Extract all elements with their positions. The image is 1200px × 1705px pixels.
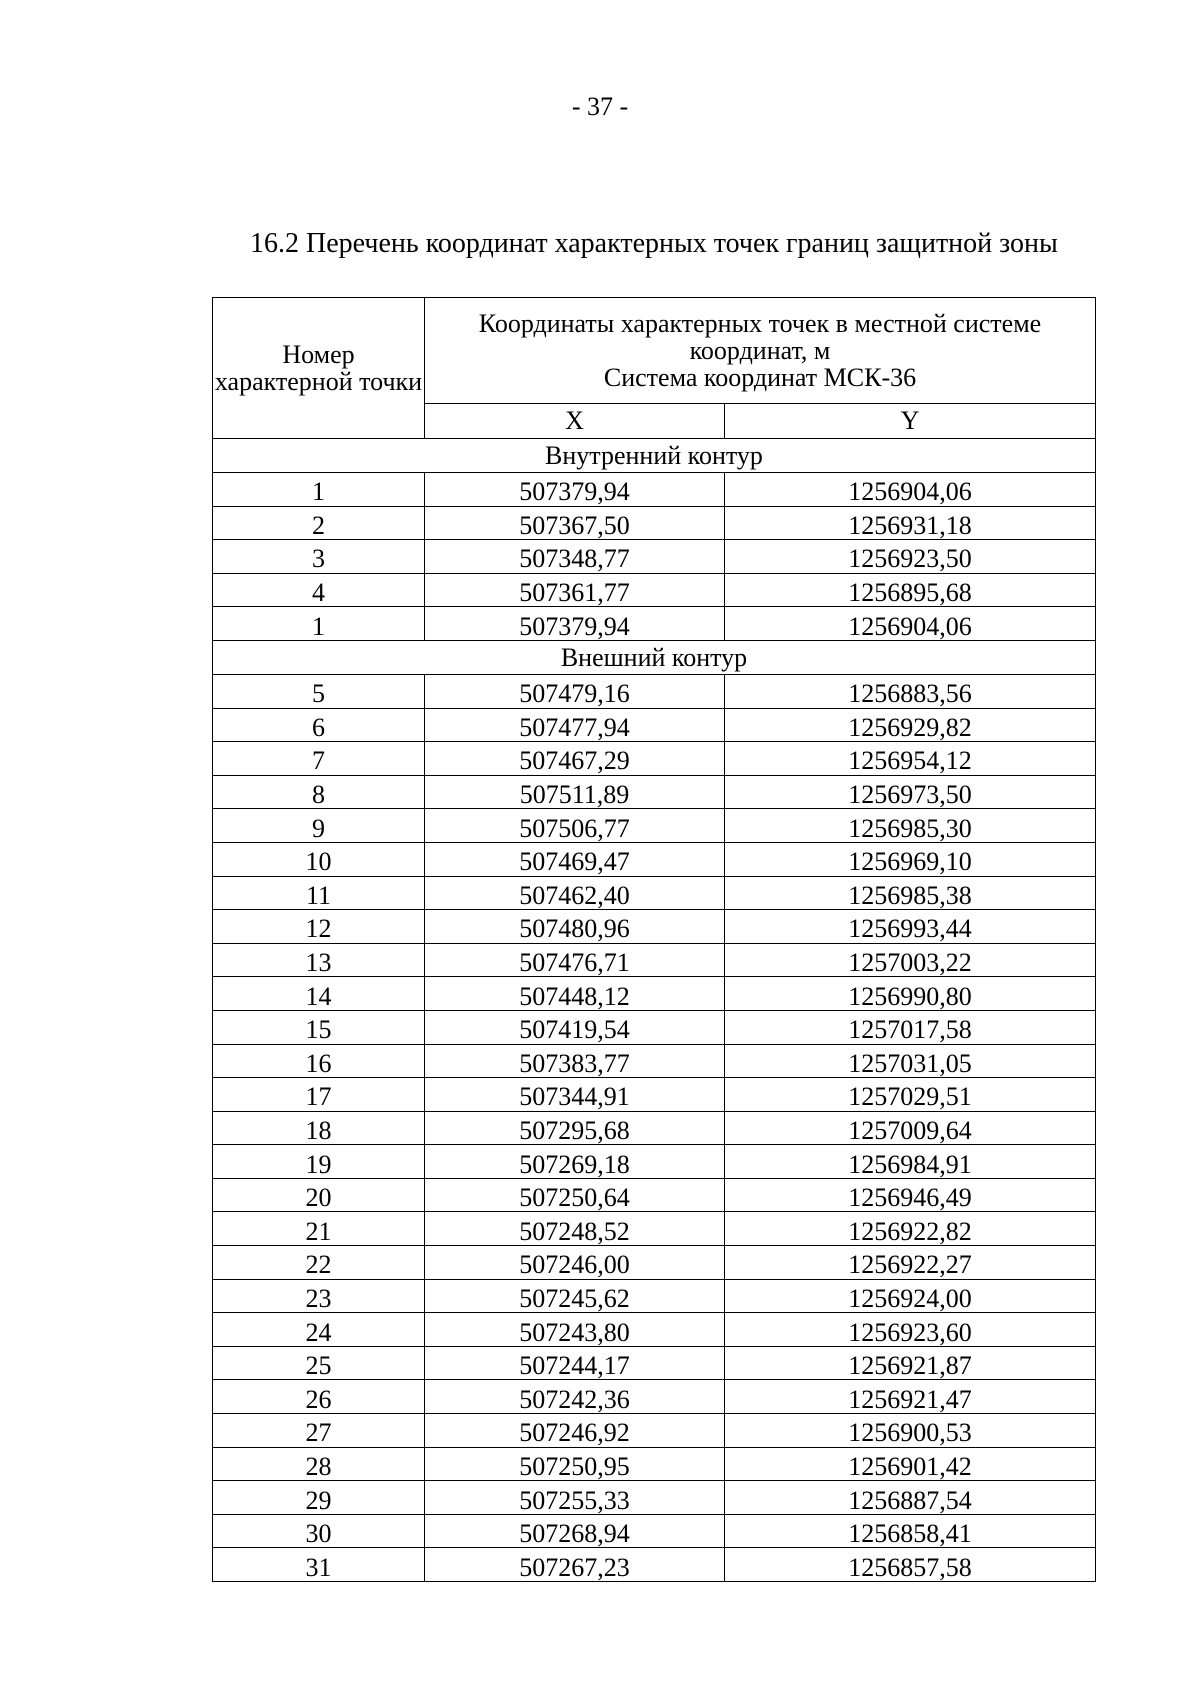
table-row bbox=[213, 1212, 1096, 1246]
table-row bbox=[213, 1346, 1096, 1380]
cell-x: 507348,77 bbox=[425, 540, 725, 574]
table-row bbox=[213, 674, 1096, 708]
cell-x: 507295,68 bbox=[425, 1111, 725, 1145]
cell-x: 507367,50 bbox=[425, 506, 725, 540]
table-row bbox=[213, 1447, 1096, 1481]
cell-y: 1256923,50 bbox=[725, 540, 1096, 574]
cell-x: 507246,92 bbox=[425, 1414, 725, 1448]
group-title: Внутренний контур bbox=[213, 439, 1096, 473]
cell-y: 1256904,06 bbox=[725, 473, 1096, 507]
cell-y: 1256887,54 bbox=[725, 1481, 1096, 1515]
cell-point-number: 8 bbox=[213, 775, 425, 809]
table-row bbox=[213, 1481, 1096, 1515]
cell-y: 1256993,44 bbox=[725, 910, 1096, 944]
table-row bbox=[213, 473, 1096, 507]
cell-point-number: 27 bbox=[213, 1414, 425, 1448]
cell-x: 507462,40 bbox=[425, 876, 725, 910]
cell-point-number: 30 bbox=[213, 1514, 425, 1548]
cell-y: 1256985,38 bbox=[725, 876, 1096, 910]
cell-x: 507419,54 bbox=[425, 1010, 725, 1044]
cell-x: 507244,17 bbox=[425, 1346, 725, 1380]
cell-point-number: 2 bbox=[213, 506, 425, 540]
cell-point-number: 9 bbox=[213, 809, 425, 843]
table-row bbox=[213, 1111, 1096, 1145]
group-header-row bbox=[213, 439, 1096, 473]
coordinates-table bbox=[212, 297, 1096, 1582]
group-header-row bbox=[213, 640, 1096, 674]
cell-y: 1256929,82 bbox=[725, 708, 1096, 742]
table-row bbox=[213, 1145, 1096, 1179]
cell-y: 1256921,87 bbox=[725, 1346, 1096, 1380]
cell-x: 507361,77 bbox=[425, 573, 725, 607]
cell-point-number: 1 bbox=[213, 473, 425, 507]
header-x: X bbox=[425, 404, 725, 439]
table-row bbox=[213, 1010, 1096, 1044]
cell-point-number: 4 bbox=[213, 573, 425, 607]
cell-point-number: 3 bbox=[213, 540, 425, 574]
table-row bbox=[213, 540, 1096, 574]
cell-point-number: 26 bbox=[213, 1380, 425, 1414]
table-row bbox=[213, 573, 1096, 607]
table-row bbox=[213, 876, 1096, 910]
cell-point-number: 22 bbox=[213, 1246, 425, 1280]
cell-point-number: 19 bbox=[213, 1145, 425, 1179]
cell-x: 507467,29 bbox=[425, 742, 725, 776]
cell-x: 507269,18 bbox=[425, 1145, 725, 1179]
header-coordinates bbox=[425, 298, 1096, 404]
cell-point-number: 14 bbox=[213, 977, 425, 1011]
cell-y: 1256858,41 bbox=[725, 1514, 1096, 1548]
cell-x: 507480,96 bbox=[425, 910, 725, 944]
cell-y: 1256969,10 bbox=[725, 842, 1096, 876]
table-row bbox=[213, 1279, 1096, 1313]
cell-x: 507383,77 bbox=[425, 1044, 725, 1078]
cell-point-number: 25 bbox=[213, 1346, 425, 1380]
table-row bbox=[213, 1246, 1096, 1280]
table-body bbox=[213, 439, 1096, 1582]
cell-x: 507250,64 bbox=[425, 1178, 725, 1212]
header-coordinates-line2: координат, м bbox=[689, 335, 831, 365]
cell-x: 507511,89 bbox=[425, 775, 725, 809]
cell-y: 1256900,53 bbox=[725, 1414, 1096, 1448]
cell-y: 1256954,12 bbox=[725, 742, 1096, 776]
cell-y: 1256985,30 bbox=[725, 809, 1096, 843]
cell-point-number: 31 bbox=[213, 1548, 425, 1582]
cell-point-number: 11 bbox=[213, 876, 425, 910]
cell-x: 507344,91 bbox=[425, 1078, 725, 1112]
table-row bbox=[213, 943, 1096, 977]
cell-y: 1257009,64 bbox=[725, 1111, 1096, 1145]
cell-x: 507448,12 bbox=[425, 977, 725, 1011]
cell-y: 1256931,18 bbox=[725, 506, 1096, 540]
cell-y: 1256973,50 bbox=[725, 775, 1096, 809]
cell-y: 1256921,47 bbox=[725, 1380, 1096, 1414]
cell-x: 507245,62 bbox=[425, 1279, 725, 1313]
cell-point-number: 29 bbox=[213, 1481, 425, 1515]
cell-y: 1256883,56 bbox=[725, 674, 1096, 708]
cell-point-number: 16 bbox=[213, 1044, 425, 1078]
cell-y: 1256946,49 bbox=[725, 1178, 1096, 1212]
cell-x: 507250,95 bbox=[425, 1447, 725, 1481]
cell-y: 1256857,58 bbox=[725, 1548, 1096, 1582]
cell-point-number: 28 bbox=[213, 1447, 425, 1481]
table-row bbox=[213, 842, 1096, 876]
table-row bbox=[213, 742, 1096, 776]
cell-y: 1256904,06 bbox=[725, 607, 1096, 641]
cell-point-number: 10 bbox=[213, 842, 425, 876]
cell-point-number: 15 bbox=[213, 1010, 425, 1044]
cell-y: 1256901,42 bbox=[725, 1447, 1096, 1481]
cell-point-number: 17 bbox=[213, 1078, 425, 1112]
cell-y: 1256990,80 bbox=[725, 977, 1096, 1011]
table-row bbox=[213, 1078, 1096, 1112]
header-coordinates-line1: Координаты характерных точек в местной системе bbox=[478, 308, 1042, 338]
cell-x: 507243,80 bbox=[425, 1313, 725, 1347]
cell-x: 507255,33 bbox=[425, 1481, 725, 1515]
cell-x: 507469,47 bbox=[425, 842, 725, 876]
cell-y: 1256924,00 bbox=[725, 1279, 1096, 1313]
cell-point-number: 5 bbox=[213, 674, 425, 708]
cell-point-number: 18 bbox=[213, 1111, 425, 1145]
cell-x: 507248,52 bbox=[425, 1212, 725, 1246]
header-coordinates-line3: Система координат МСК-36 bbox=[603, 363, 917, 393]
cell-y: 1256923,60 bbox=[725, 1313, 1096, 1347]
cell-point-number: 6 bbox=[213, 708, 425, 742]
cell-y: 1257029,51 bbox=[725, 1078, 1096, 1112]
section-title: 16.2 Перечень координат характерных точек границ защитной зоны bbox=[250, 228, 1058, 259]
cell-point-number: 20 bbox=[213, 1178, 425, 1212]
header-y: Y bbox=[725, 404, 1096, 439]
table-row bbox=[213, 809, 1096, 843]
cell-point-number: 23 bbox=[213, 1279, 425, 1313]
table-row bbox=[213, 1380, 1096, 1414]
table-row bbox=[213, 1178, 1096, 1212]
cell-y: 1257017,58 bbox=[725, 1010, 1096, 1044]
cell-x: 507267,23 bbox=[425, 1548, 725, 1582]
cell-x: 507476,71 bbox=[425, 943, 725, 977]
cell-y: 1257003,22 bbox=[725, 943, 1096, 977]
cell-point-number: 13 bbox=[213, 943, 425, 977]
table-row bbox=[213, 775, 1096, 809]
cell-y: 1256984,91 bbox=[725, 1145, 1096, 1179]
table-row bbox=[213, 506, 1096, 540]
cell-y: 1257031,05 bbox=[725, 1044, 1096, 1078]
table-row bbox=[213, 1414, 1096, 1448]
cell-y: 1256922,82 bbox=[725, 1212, 1096, 1246]
cell-x: 507379,94 bbox=[425, 607, 725, 641]
cell-x: 507379,94 bbox=[425, 473, 725, 507]
cell-point-number: 7 bbox=[213, 742, 425, 776]
cell-point-number: 12 bbox=[213, 910, 425, 944]
cell-x: 507268,94 bbox=[425, 1514, 725, 1548]
table-row bbox=[213, 607, 1096, 641]
table-row bbox=[213, 1044, 1096, 1078]
cell-y: 1256895,68 bbox=[725, 573, 1096, 607]
table-row bbox=[213, 977, 1096, 1011]
cell-y: 1256922,27 bbox=[725, 1246, 1096, 1280]
table-row bbox=[213, 708, 1096, 742]
cell-x: 507246,00 bbox=[425, 1246, 725, 1280]
table-row bbox=[213, 1548, 1096, 1582]
table-row bbox=[213, 1313, 1096, 1347]
cell-x: 507506,77 bbox=[425, 809, 725, 843]
table-row bbox=[213, 910, 1096, 944]
cell-x: 507479,16 bbox=[425, 674, 725, 708]
table-row bbox=[213, 1514, 1096, 1548]
cell-point-number: 1 bbox=[213, 607, 425, 641]
group-title: Внешний контур bbox=[213, 640, 1096, 674]
page-number: - 37 - bbox=[571, 92, 629, 121]
cell-x: 507242,36 bbox=[425, 1380, 725, 1414]
header-point-number: Номер характерной точки bbox=[213, 298, 425, 439]
cell-point-number: 21 bbox=[213, 1212, 425, 1246]
cell-point-number: 24 bbox=[213, 1313, 425, 1347]
cell-x: 507477,94 bbox=[425, 708, 725, 742]
